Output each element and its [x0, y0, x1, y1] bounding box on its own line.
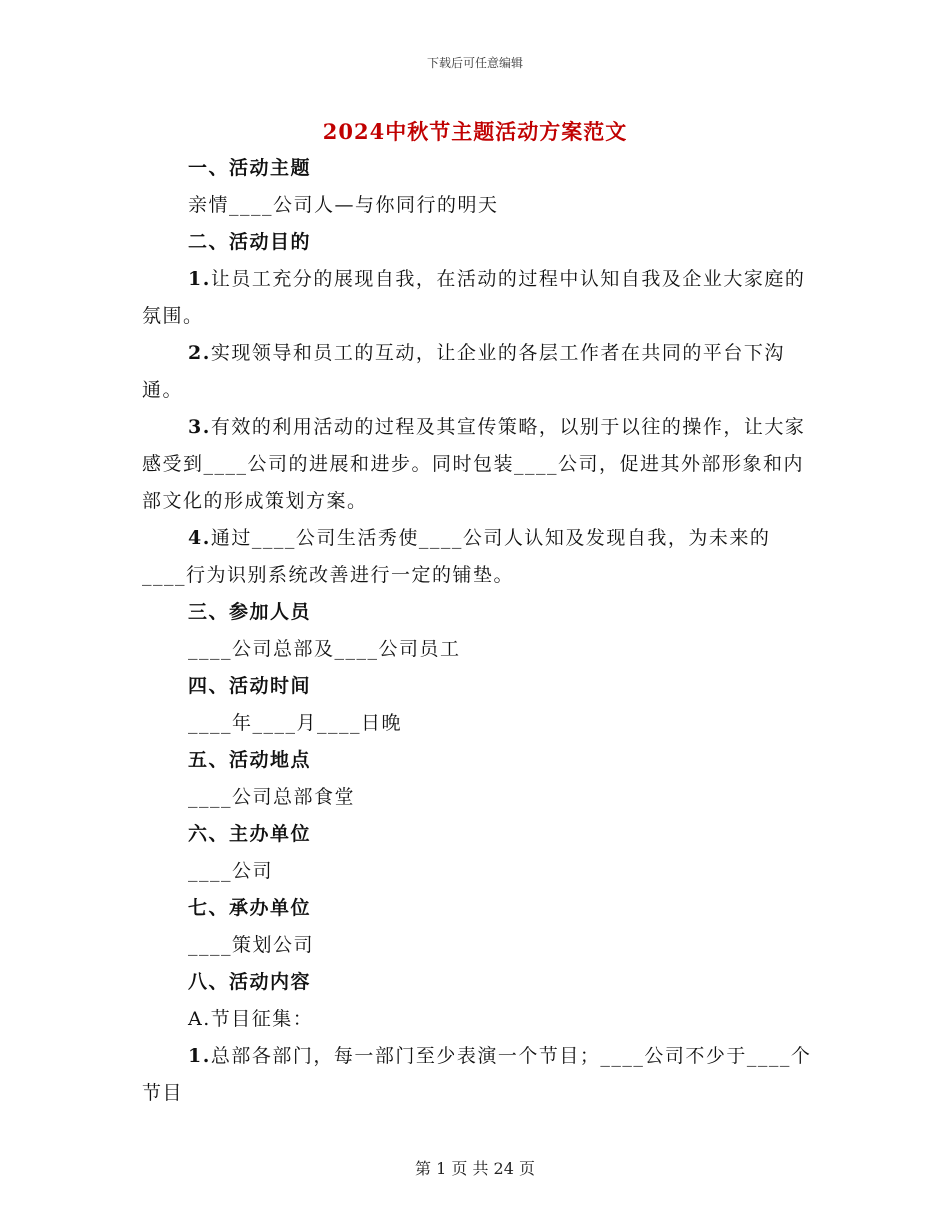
section-heading-time: 四、活动时间	[188, 675, 312, 697]
item-number: 1.	[188, 268, 211, 290]
document-body	[142, 150, 812, 1112]
page-footer: 第 1 页 共 24 页	[415, 1159, 535, 1178]
item-text: 实现领导和员工的互动，让企业的各层工作者在共同的平台下沟通。	[142, 342, 785, 401]
section-text-location: ____公司总部食堂	[188, 786, 356, 808]
item-number: 1.	[188, 1045, 211, 1067]
section-text-host: ____公司	[188, 860, 274, 882]
content-item-1	[142, 1038, 812, 1112]
purpose-item-4	[142, 520, 812, 594]
section-text-time: ____年____月____日晚	[188, 712, 403, 734]
section-heading-purpose: 二、活动目的	[188, 231, 312, 253]
section-text-participants: ____公司总部及____公司员工	[188, 638, 461, 660]
section-text-organizer: ____策划公司	[188, 934, 315, 956]
document-title: 2024中秋节主题活动方案范文	[322, 119, 628, 144]
item-text: 有效的利用活动的过程及其宣传策略，以别于以往的操作，让大家感受到____公司的进展和进步。同时包装____公司，促进其外部形象和内部文化的形成策划方案。	[142, 416, 806, 512]
purpose-item-1	[142, 261, 812, 335]
section-heading-content: 八、活动内容	[188, 971, 312, 993]
item-text: 让员工充分的展现自我，在活动的过程中认知自我及企业大家庭的氛围。	[142, 268, 806, 327]
section-heading-host: 六、主办单位	[188, 823, 312, 845]
purpose-item-3	[142, 409, 812, 520]
page-header: 下载后可任意编辑	[426, 56, 523, 70]
section-heading-organizer: 七、承办单位	[188, 897, 312, 919]
section-text-theme: 亲情____公司人—与你同行的明天	[188, 194, 499, 216]
section-heading-theme: 一、活动主题	[188, 157, 312, 179]
item-number: 2.	[188, 342, 211, 364]
item-text: 通过____公司生活秀使____公司人认知及发现自我，为未来的____行为识别系统改善进行一定的铺垫。	[142, 527, 771, 586]
content-subheading: A.节目征集：	[188, 1008, 314, 1030]
purpose-item-2	[142, 335, 812, 409]
item-number: 4.	[188, 527, 211, 549]
item-text: 总部各部门，每一部门至少表演一个节目；____公司不少于____个节目	[142, 1045, 812, 1104]
section-heading-location: 五、活动地点	[188, 749, 312, 771]
section-heading-participants: 三、参加人员	[188, 601, 312, 623]
item-number: 3.	[188, 416, 211, 438]
